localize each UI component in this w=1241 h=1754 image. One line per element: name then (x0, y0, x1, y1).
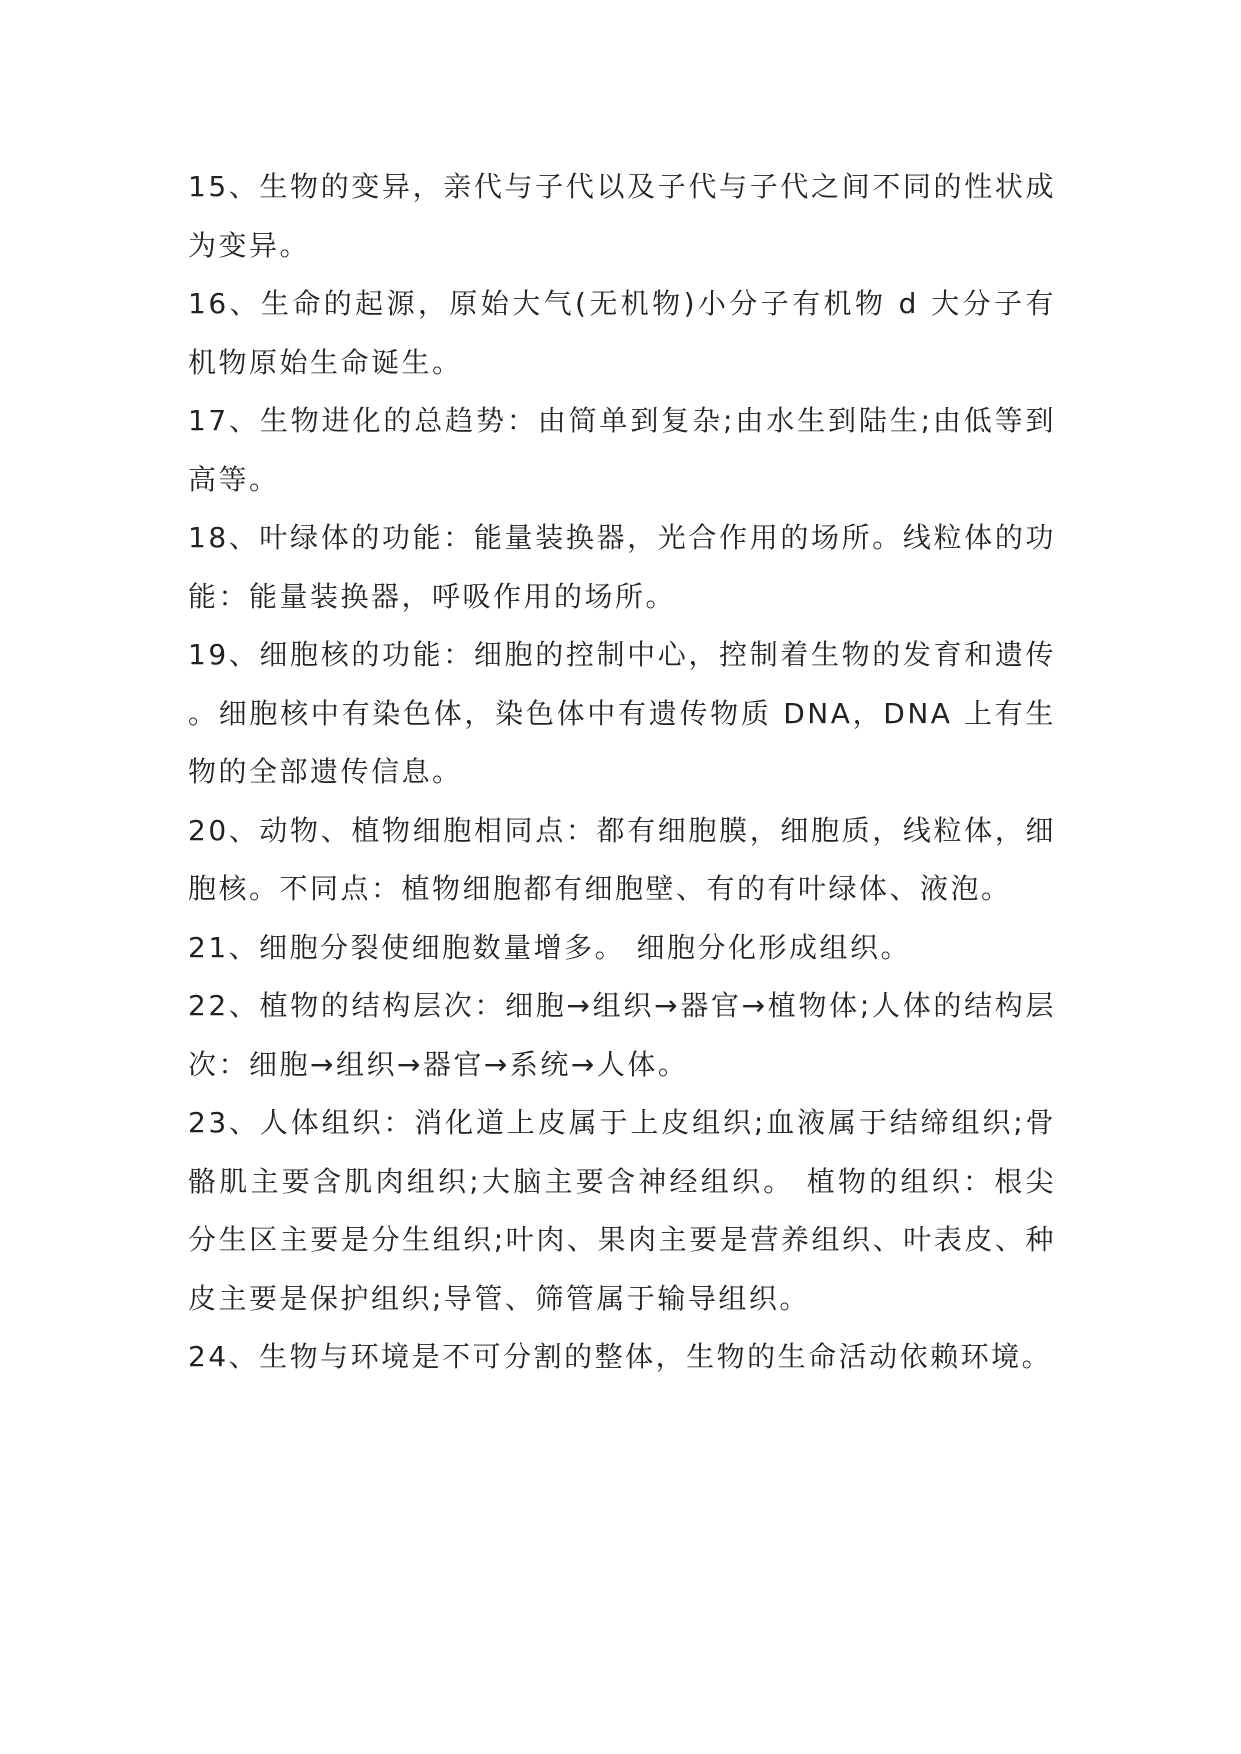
paragraph-16: 16、生命的起源，原始大气(无机物)小分子有机物 d 大分子有机物原始生命诞生。 (188, 287, 1056, 379)
paragraph-24: 24、生物与环境是不可分割的整体，生物的生命活动依赖环境。 (188, 1340, 1053, 1373)
paragraph-21: 21、细胞分裂使细胞数量增多。 细胞分化形成组织。 (188, 930, 912, 964)
paragraph-15: 15、生物的变异，亲代与子代以及子代与子代之间不同的性状成为变异。 (188, 170, 1056, 262)
paragraph-19: 19、细胞核的功能：细胞的控制中心，控制着生物的发育和遗传。细胞核中有染色体，染色体中有遗传物质 DNA，DNA 上有生物的全部遗传信息。 (188, 638, 1056, 788)
document-page (188, 158, 1056, 1387)
paragraph-22: 22、植物的结构层次：细胞→组织→器官→植物体;人体的结构层次：细胞→组织→器官→系统→人体。 (188, 989, 1056, 1081)
paragraph-23: 23、人体组织：消化道上皮属于上皮组织;血液属于结缔组织;骨骼肌主要含肌肉组织;大脑主要含神经组织。 植物的组织：根尖分生区主要是分生组织;叶肉、果肉主要是营养组织、叶表皮、种皮主要是保护组织;导管、筛管属于输导组织。 (188, 1106, 1056, 1315)
paragraph-18: 18、叶绿体的功能：能量装换器，光合作用的场所。线粒体的功能：能量装换器，呼吸作用的场所。 (188, 521, 1056, 613)
paragraph-20: 20、动物、植物细胞相同点：都有细胞膜，细胞质，线粒体，细胞核。不同点：植物细胞都有细胞壁、有的有叶绿体、液泡。 (188, 813, 1056, 905)
paragraph-17: 17、生物进化的总趋势：由简单到复杂;由水生到陆生;由低等到高等。 (188, 404, 1056, 496)
